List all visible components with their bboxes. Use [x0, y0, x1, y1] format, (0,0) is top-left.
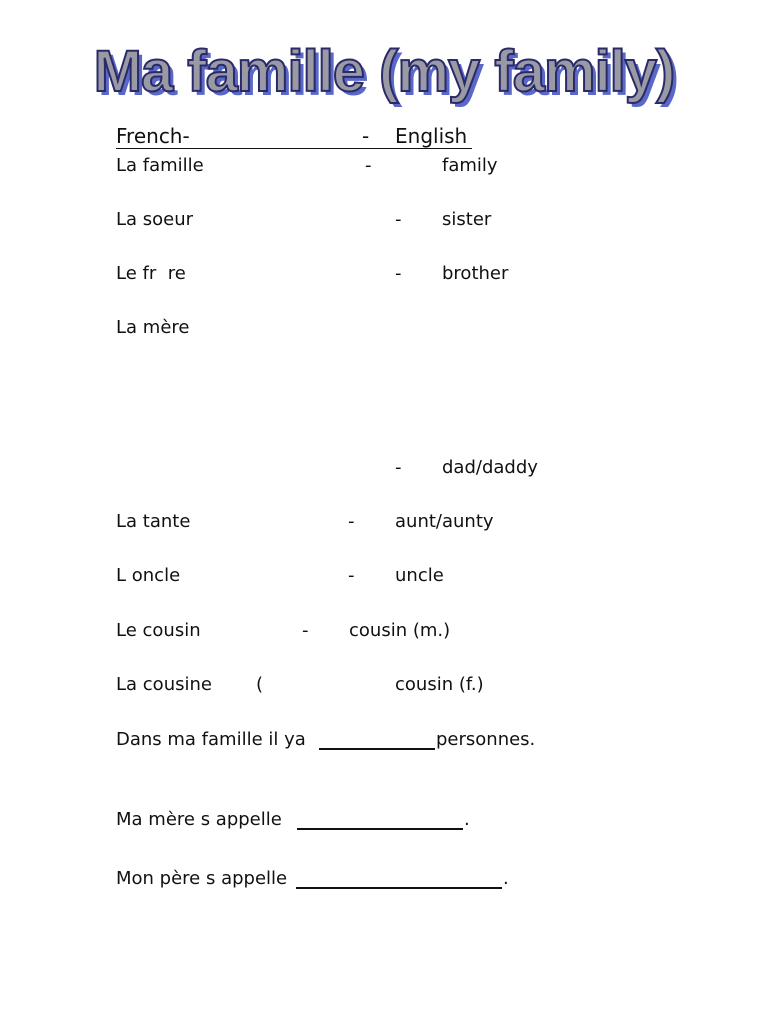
- vocab-english: family: [442, 155, 498, 176]
- answer-blank-mother-name[interactable]: [297, 828, 463, 830]
- vocab-english: brother: [442, 263, 509, 284]
- vocab-french: La mère: [116, 317, 190, 338]
- vocab-dash: -: [395, 209, 402, 230]
- vocab-dash: -: [302, 620, 309, 641]
- vocab-dash: (: [256, 674, 264, 695]
- header-dash: -: [362, 124, 370, 148]
- vocab-french: La cousine: [116, 674, 212, 695]
- vocab-english: dad/daddy: [442, 457, 538, 478]
- sentence-start: Ma mère s appelle: [116, 809, 288, 830]
- vocab-english: cousin (f.): [395, 674, 484, 695]
- vocab-dash: -: [365, 155, 372, 176]
- vocab-dash: -: [395, 457, 402, 478]
- vocab-english: aunt/aunty: [395, 511, 494, 532]
- sentence-end: .: [464, 809, 470, 830]
- header-english: English: [395, 124, 468, 148]
- sentence-end: personnes.: [436, 729, 536, 750]
- vocab-french: Le cousin: [116, 620, 201, 641]
- sentence-start: Mon père s appelle: [116, 868, 288, 889]
- vocab-french: La soeur: [116, 209, 194, 230]
- answer-blank-father-name[interactable]: [296, 887, 502, 889]
- worksheet-title: Ma famille (my family): [93, 39, 675, 104]
- vocab-french: L oncle: [116, 565, 181, 586]
- header-underline: [116, 148, 472, 149]
- vocab-french: La famille: [116, 155, 204, 176]
- vocab-english: cousin (m.): [349, 620, 451, 641]
- vocab-english: sister: [442, 209, 492, 230]
- vocab-french: La tante: [116, 511, 191, 532]
- vocab-dash: -: [348, 511, 355, 532]
- sentence-end: .: [503, 868, 509, 889]
- vocab-dash: -: [395, 263, 402, 284]
- vocab-dash: -: [348, 565, 355, 586]
- answer-blank-people-count[interactable]: [319, 748, 435, 750]
- header-french: French-: [116, 124, 190, 148]
- sentence-start: Dans ma famille il ya: [116, 729, 312, 750]
- vocab-english: uncle: [395, 565, 444, 586]
- vocab-french: Le fr re: [116, 263, 186, 284]
